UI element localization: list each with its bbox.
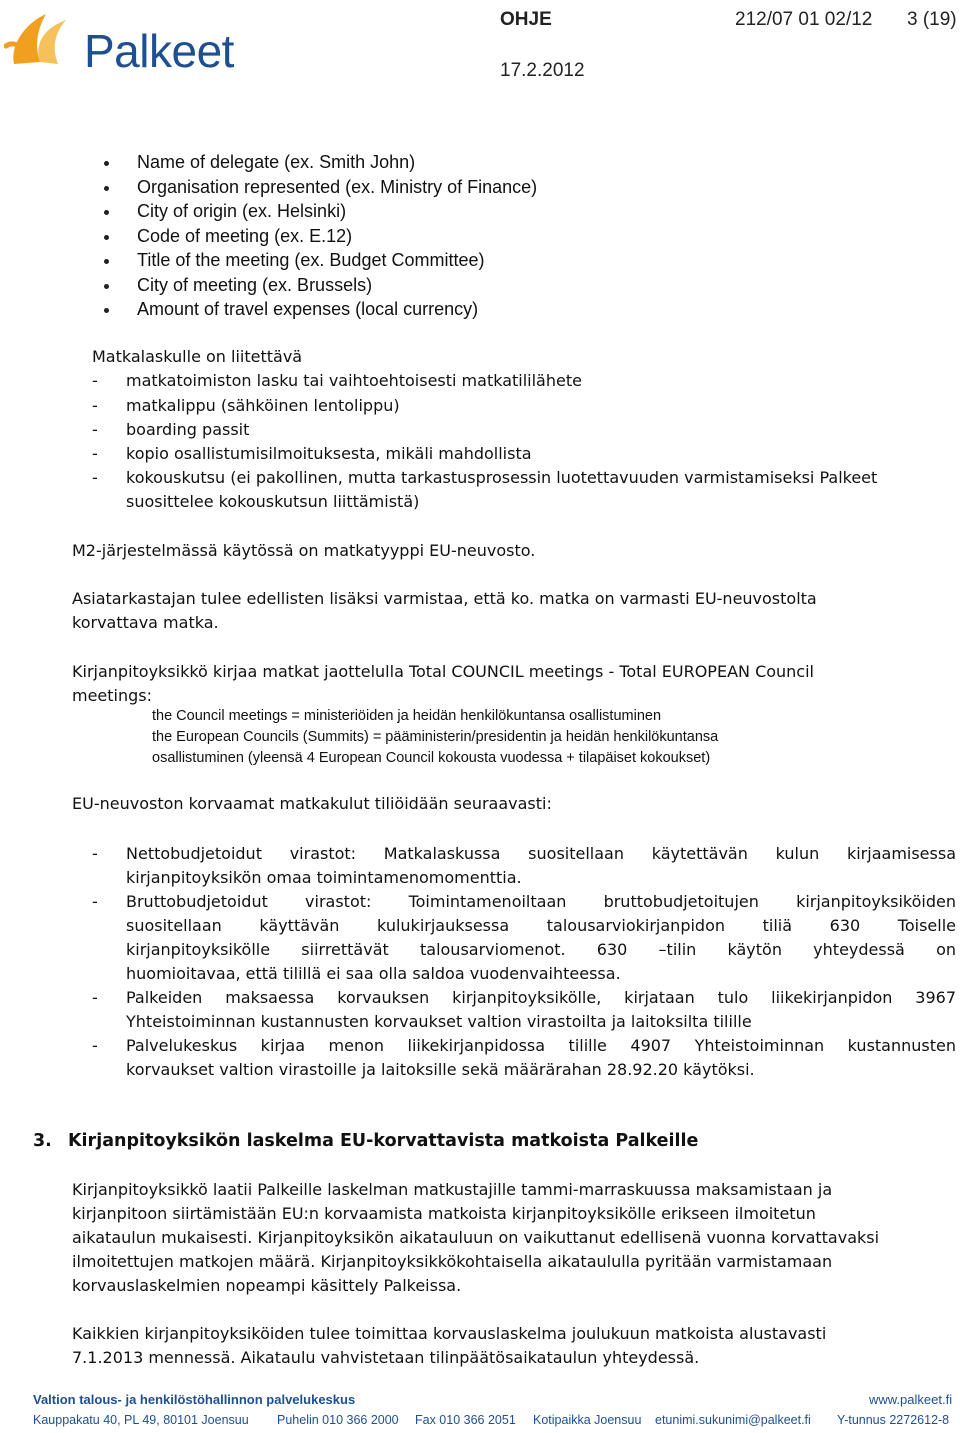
section3-para1-line1: Kirjanpitoyksikkö laatii Palkeille laskelman matkustajille tammi-marraskuussa maksamistaan ja: [72, 1180, 833, 1199]
para-check-line2: korvattava matka.: [72, 613, 219, 632]
doc-number: 212/07 01 02/12: [735, 9, 873, 30]
para-booking-line1: Kirjanpitoyksikkö kirjaa matkat jaottelulla Total COUNCIL meetings - Total EUROPEAN Council: [72, 662, 814, 681]
section3-para2-line2: 7.1.2013 mennessä. Aikataulu vahvistetaan tilinpäätösaikataulun yhteydessä.: [72, 1348, 700, 1367]
section3-para1-line4: ilmoitettujen matkojen määrä. Kirjanpitoyksikkökohtaisella aikataululla pyritään varmistamaan: [72, 1252, 833, 1271]
section3-para1-line2: kirjanpitoon siirtämistään EU:n korvaamista matkoista kirjanpitoyksikölle erikseen ilmoitetun: [72, 1204, 816, 1223]
reimb-item-2-line4: huomioitavaa, että tilillä ei saa olla saldoa vuodenvaihteessa.: [126, 964, 621, 983]
doc-type: OHJE: [500, 9, 552, 30]
list-item: Code of meeting (ex. E.12): [100, 224, 537, 249]
footer-phone: Puhelin 010 366 2000: [277, 1413, 399, 1427]
list-item: Amount of travel expenses (local currency): [100, 297, 537, 322]
reimb-item-3-line2: Yhteistoiminnan kustannusten korvaukset valtion virastoilta ja laitoksilta tilille: [126, 1012, 752, 1031]
brand-name: Palkeet: [84, 25, 234, 77]
list-item: City of meeting (ex. Brussels): [100, 273, 537, 298]
list-item: kokouskutsu (ei pakollinen, mutta tarkastusprosessin luotettavuuden varmistamiseksi Palkeet: [126, 468, 878, 487]
list-item: City of origin (ex. Helsinki): [100, 199, 537, 224]
list-item: Name of delegate (ex. Smith John): [100, 150, 537, 175]
list-item: Title of the meeting (ex. Budget Committee): [100, 248, 537, 273]
council-def-2: the European Councils (Summits) = pääministerin/presidentin ja heidän henkilökuntansa: [152, 729, 719, 745]
doc-date: 17.2.2012: [500, 60, 585, 81]
para-m2: M2-järjestelmässä käytössä on matkatyyppi EU-neuvosto.: [72, 541, 536, 560]
delegate-info-list: [100, 150, 537, 322]
reimb-item-4-line2: korvaukset valtion virastoille ja laitoksille sekä määrärahan 28.92.20 käytöksi.: [126, 1060, 755, 1079]
section-title: Kirjanpitoyksikön laskelma EU-korvattavista matkoista Palkeille: [68, 1131, 699, 1151]
footer-email[interactable]: etunimi.sukunimi@palkeet.fi: [655, 1413, 811, 1427]
palkeet-logo: [4, 6, 234, 76]
reimb-item-3-line1: Palkeiden maksaessa korvauksen kirjanpitoyksikölle, kirjataan tulo liikekirjanpidon 3967: [126, 988, 956, 1007]
reimb-item-1-line2: kirjanpitoyksikön omaa toimintamenomomenttia.: [126, 868, 522, 887]
reimb-item-4-line1: Palvelukeskus kirjaa menon liikekirjanpidossa tilille 4907 Yhteistoiminnan kustannusten: [126, 1036, 956, 1055]
list-item: matkatoimiston lasku tai vaihtoehtoisesti matkatililähete: [126, 371, 582, 390]
section3-para1-line3: aikataulun mukaisesti. Kirjanpitoyksikön aikatauluun on vaikuttanut edellisenä vuonna korvattavaksi: [72, 1228, 880, 1247]
council-def-1: the Council meetings = ministeriöiden ja heidän henkilökuntansa osallistuminen: [152, 708, 662, 724]
para-check-line1: Asiatarkastajan tulee edellisten lisäksi varmistaa, että ko. matka on varmasti EU-neuvostolta: [72, 589, 817, 608]
list-item-continuation: suosittelee kokouskutsun liittämistä): [126, 492, 420, 511]
section-number: 3.: [33, 1131, 52, 1151]
para-reimb-intro: EU-neuvoston korvaamat matkakulut tiliöidään seuraavasti:: [72, 794, 552, 813]
footer-seat: Kotipaikka Joensuu: [533, 1413, 642, 1427]
footer-website[interactable]: www.palkeet.fi: [869, 1392, 953, 1407]
list-item: Organisation represented (ex. Ministry of Finance): [100, 175, 537, 200]
reimb-item-2-line3: kirjanpitoyksikölle siirrettävät talousarviomenot. 630 –tilin käytön yhteydessä on: [126, 940, 956, 959]
reimb-item-2-line2: suositellaan käyttävän kulukirjauksessa talousarviokirjanpidon tiliä 630 Toiselle: [126, 916, 956, 935]
section3-para2-line1: Kaikkien kirjanpitoyksiköiden tulee toimittaa korvauslaskelma joulukuun matkoista alustavasti: [72, 1324, 827, 1343]
list-item: matkalippu (sähköinen lentolippu): [126, 396, 400, 415]
footer-address: Kauppakatu 40, PL 49, 80101 Joensuu: [33, 1413, 249, 1427]
footer-org: Valtion talous- ja henkilöstöhallinnon palvelukeskus: [33, 1392, 356, 1407]
footer-business-id: Y-tunnus 2272612-8: [837, 1413, 950, 1427]
list-item: kopio osallistumisilmoituksesta, mikäli mahdollista: [126, 444, 532, 463]
para-booking-line2: meetings:: [72, 686, 153, 705]
council-def-3: osallistuminen (yleensä 4 European Council kokousta vuodessa + tilapäiset kokoukset): [152, 750, 711, 766]
reimb-item-1-line1: Nettobudjetoidut virastot: Matkalaskussa suositellaan käytettävän kulun kirjaamisessa: [126, 844, 956, 863]
footer-fax: Fax 010 366 2051: [415, 1413, 516, 1427]
palkeet-logo-mark-icon: [4, 6, 84, 76]
list-item: boarding passit: [126, 420, 250, 439]
section3-para1-line5: korvauslaskelmien nopeampi käsittely Palkeissa.: [72, 1276, 462, 1295]
page-number: 3 (19): [907, 9, 957, 30]
reimb-item-2-line1: Bruttobudjetoidut virastot: Toimintamenoiltaan bruttobudjetoitujen kirjanpitoyksiköiden: [126, 892, 956, 911]
attachments-intro: Matkalaskulle on liitettävä: [92, 347, 303, 366]
